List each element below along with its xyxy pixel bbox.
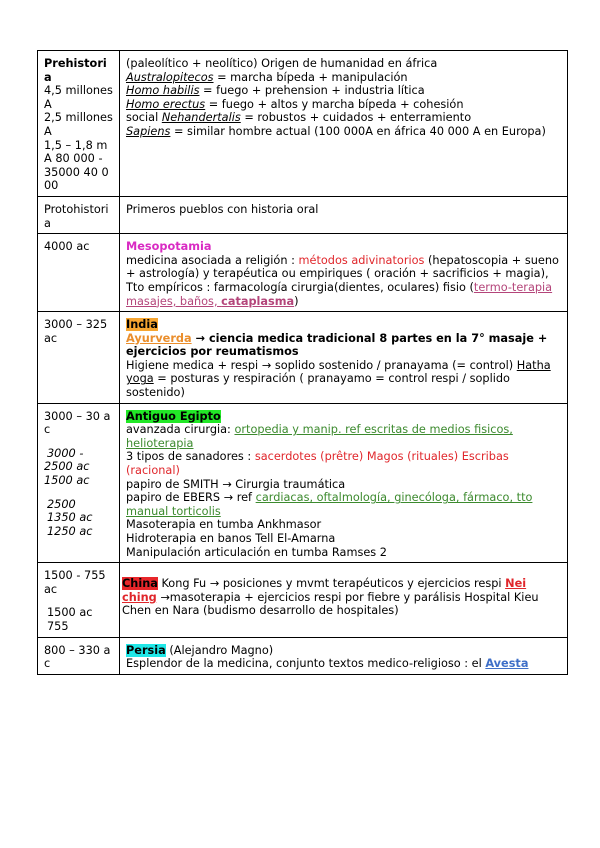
table-row bbox=[38, 51, 568, 197]
table-row bbox=[38, 403, 568, 563]
period-label: Prehistoria bbox=[44, 57, 107, 84]
description-text: China Kong Fu → posiciones y mvmt terapéuticos y ejercicios respi Nei ching →masoterapia + ejercicios respi por fiebre y parálisis Hospital Kieu Chen en Nara (budismo desarrollo de hospitales) bbox=[122, 577, 539, 618]
date-label: 1500 - 755 ac bbox=[44, 569, 106, 596]
intro-text: (paleolítico + neolítico) Origen de humanidad en áfrica bbox=[126, 57, 438, 70]
date-label: 2500 bbox=[47, 497, 76, 511]
date-label: 1350 ac bbox=[47, 511, 93, 525]
description-text: 3 tipos de sanadores : sacerdotes (prêtre) Magos (rituales) Escribas (racional) bbox=[126, 450, 509, 478]
section-title: Antiguo Egipto bbox=[126, 409, 221, 423]
description-text: Masoterapia en tumba Ankhmasor bbox=[126, 518, 322, 532]
date-label: 1500 ac bbox=[44, 474, 90, 488]
description-text: Primeros pueblos con historia oral bbox=[126, 202, 319, 216]
history-table bbox=[37, 50, 568, 675]
description-text: Esplendor de la medicina, conjunto textos medico-religioso : el Avesta bbox=[126, 657, 529, 671]
date-label: 2,5 millones A bbox=[44, 111, 113, 138]
content-cell bbox=[120, 403, 568, 563]
table-row bbox=[38, 234, 568, 312]
date-label: 755 bbox=[47, 619, 69, 633]
date-cell bbox=[38, 196, 120, 233]
date-label: 3000 – 325 ac bbox=[44, 318, 108, 345]
description-text: medicina asociada a religión : métodos adivinatorios (hepatoscopia + sueno + astrología) y terapéutica ou empiriques ( oración + sacrificios + magia), bbox=[126, 253, 559, 281]
description-text: Ayurverda → ciencia medica tradicional 8 partes en la 7° masaje + ejercicios por reumatismos bbox=[126, 331, 548, 359]
date-label: 3000 – 30 ac bbox=[44, 409, 111, 437]
date-label: 800 – 330 ac bbox=[44, 643, 111, 671]
date-label: 1,5 – 1,8 mA 80 000 - 35000 40 000 bbox=[44, 138, 109, 193]
content-cell bbox=[120, 234, 568, 312]
date-cell bbox=[38, 312, 120, 404]
table-row bbox=[38, 637, 568, 674]
description-text: papiro de EBERS → ref cardiacas, oftalmología, ginecóloga, fármaco, tto manual torticolis bbox=[126, 491, 533, 518]
content-cell bbox=[120, 637, 568, 674]
date-cell bbox=[38, 637, 120, 674]
description-text: avanzada cirurgia: ortopedia y manip. ref escritas de medios fisicos, helioterapia bbox=[126, 423, 513, 450]
description-text: Hidroterapia en banos Tell El-Amarna bbox=[126, 532, 336, 545]
list-item: social Nehandertalis = robustos + cuidados + enterramiento bbox=[126, 111, 472, 125]
date-label: 1250 ac bbox=[47, 524, 93, 538]
table-row bbox=[38, 312, 568, 404]
description-text: Persia (Alejandro Magno) bbox=[126, 643, 274, 657]
date-label: 4000 ac bbox=[44, 240, 90, 254]
date-cell bbox=[38, 234, 120, 312]
table-row bbox=[38, 196, 568, 233]
content-cell bbox=[120, 312, 568, 404]
content-cell bbox=[120, 196, 568, 233]
date-cell bbox=[38, 563, 120, 637]
description-text: Higiene medica + respi → soplido sostenido / pranayama (= control) Hatha yoga = posturas y respiración ( pranayamo = control respi / soplido sostenido) bbox=[126, 358, 551, 400]
content-cell bbox=[120, 51, 568, 197]
description-text: Manipulación articulación en tumba Ramses 2 bbox=[126, 545, 387, 559]
section-title: China bbox=[122, 577, 158, 591]
date-label: 4,5 millones A bbox=[44, 84, 113, 111]
date-label: 2500 ac bbox=[44, 460, 90, 474]
date-cell bbox=[38, 51, 120, 197]
date-cell bbox=[38, 403, 120, 563]
section-title: Mesopotamia bbox=[126, 240, 212, 254]
section-title: Persia bbox=[126, 643, 166, 657]
description-text: Tto empíricos : farmacología cirurgia(dientes, oculares) fisio (termo-terapia masajes, baños, cataplasma) bbox=[126, 280, 553, 308]
list-item: Sapiens = similar hombre actual (100 000A en áfrica 40 000 A en Europa) bbox=[126, 124, 546, 138]
period-label: Protohistoria bbox=[44, 202, 109, 230]
list-item: Homo erectus = fuego + altos y marcha bípeda + cohesión bbox=[126, 97, 464, 111]
table-row bbox=[38, 563, 568, 637]
list-item: Homo habilis = fuego + prehension + industria lítica bbox=[126, 84, 425, 98]
date-label: 3000 - bbox=[47, 446, 84, 460]
date-label: 1500 ac bbox=[47, 606, 93, 620]
list-item: Australopitecos = marcha bípeda + manipulación bbox=[126, 70, 408, 84]
section-title: India bbox=[126, 318, 158, 332]
description-text: papiro de SMITH → Cirurgia traumática bbox=[126, 477, 346, 491]
content-cell bbox=[120, 563, 568, 637]
